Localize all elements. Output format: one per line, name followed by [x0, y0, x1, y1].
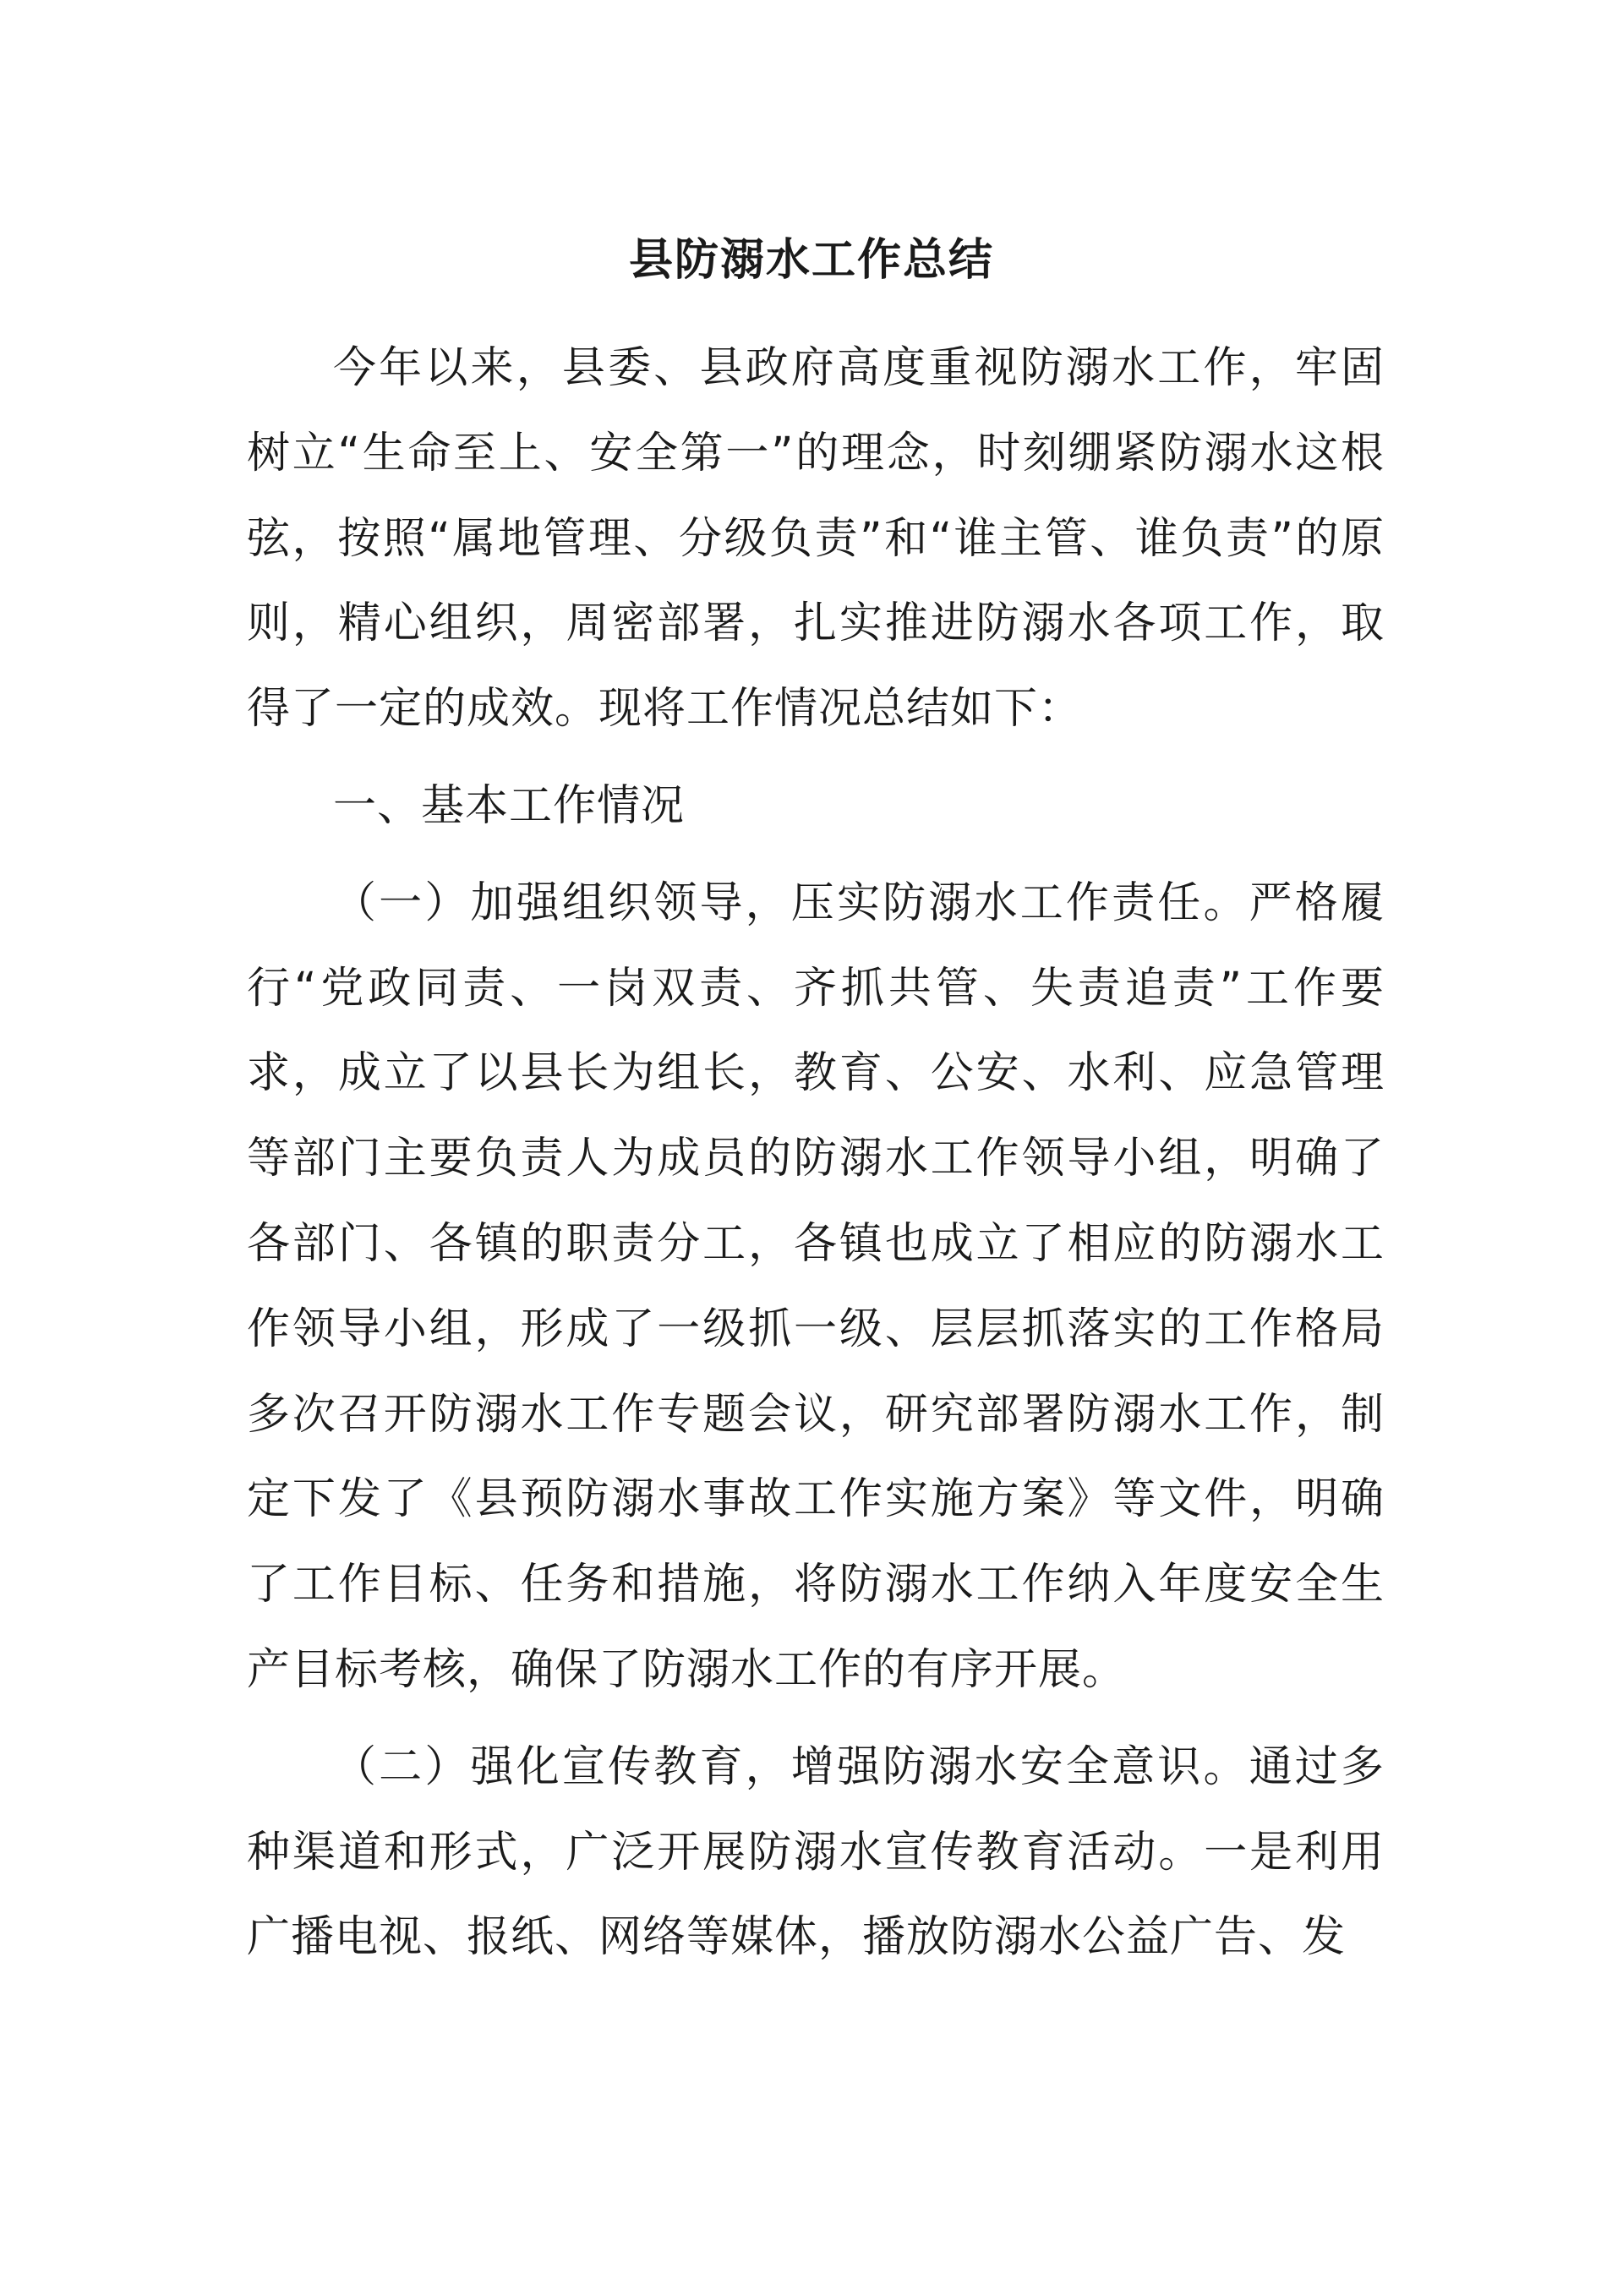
subsection-paragraph-2: （二）强化宣传教育，增强防溺水安全意识。通过多种渠道和形式，广泛开展防溺水宣传教育活动。一是利用广播电视、报纸、网络等媒体，播放防溺水公益广告、发: [247, 1741, 1385, 1963]
document-body: [247, 326, 1385, 1993]
intro-paragraph: 今年以来，县委、县政府高度重视防溺水工作，牢固树立“生命至上、安全第一”的理念，时刻绷紧防溺水这根弦，按照“属地管理、分级负责”和“谁主管、谁负责”的原则，精心组织，周密部署，扎实推进防溺水各项工作，取得了一定的成效。现将工作情况总结如下：: [247, 343, 1385, 735]
section-heading: 一、基本工作情况: [333, 780, 686, 831]
document-title: 县防溺水工作总结: [628, 235, 994, 286]
subsection-paragraph-1: （一）加强组织领导，压实防溺水工作责任。严格履行“党政同责、一岗双责、齐抓共管、失责追责”工作要求，成立了以县长为组长，教育、公安、水利、应急管理等部门主要负责人为成员的防溺水工作领导小组，明确了各部门、各镇的职责分工，各镇也成立了相应的防溺水工作领导小组，形成了一级抓一级、层层抓落实的工作格局多次召开防溺水工作专题会议，研究部署防溺水工作，制定下发了《县预防溺水事故工作实施方案》等文件，明确了工作目标、任务和措施，将防溺水工作纳入年度安全生产目标考核，确保了防溺水工作的有序开展。: [247, 877, 1385, 1695]
